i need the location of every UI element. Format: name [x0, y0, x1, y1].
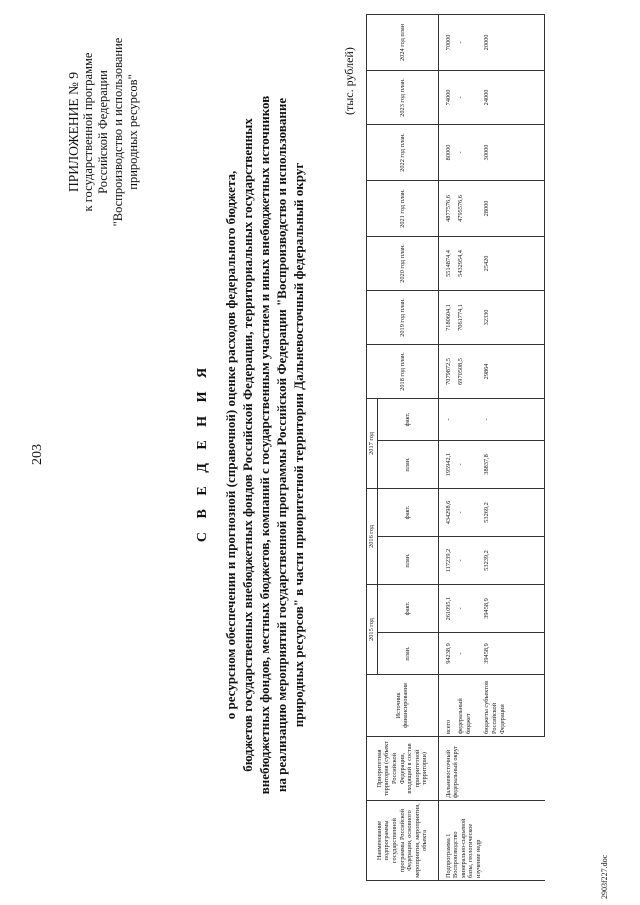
cell-value: 28000 [473, 180, 545, 236]
appendix-line: "Воспроизводство и использование [111, 37, 125, 227]
cell-value: 94238,9 [438, 633, 453, 675]
cell-value: - [453, 584, 473, 632]
cell-value: 20000 [473, 14, 545, 70]
header-plan: план. [377, 633, 438, 675]
cell-value: 38837,8 [473, 440, 545, 488]
appendix-line: к государственной программе [81, 52, 95, 212]
cell-value: - [453, 440, 473, 488]
document-title [222, 65, 307, 825]
cell-value [453, 398, 473, 440]
cell-value: - [453, 124, 473, 180]
cell-value: - [473, 398, 545, 440]
cell-value: 39458,9 [473, 633, 545, 675]
cell-value: 434298,6 [438, 488, 453, 536]
cell-source: всего [438, 675, 453, 737]
cell-value: 7180604,1 [438, 290, 453, 344]
header-fact: факт. [377, 398, 438, 440]
document-heading: С В Е Д Е Н И Я [195, 362, 210, 543]
cell-value: - [453, 14, 473, 70]
header-name: Наименование подпрограммы государственной программы Российской Федерации, основного мероприятия, мероприятия, объекта [367, 801, 439, 881]
title-line: природных ресурсов" в части приоритетной территории Дальневосточный федеральный округ [291, 162, 306, 728]
units-label: (тыс. рублей) [342, 47, 356, 115]
header-plan: план. [377, 536, 438, 584]
cell-source: федеральный бюджет [453, 675, 473, 737]
cell-value: 25420 [473, 236, 545, 290]
cell-value: 70000 [438, 14, 453, 70]
cell-value: 32330 [473, 290, 545, 344]
cell-value: 30000 [473, 124, 545, 180]
cell-value: 29864 [473, 344, 545, 398]
cell-value: 53239,2 [473, 536, 545, 584]
cell-value: 5514874,4 [438, 236, 453, 290]
cell-value: 6970508,5 [453, 344, 473, 398]
cell-value: 7061774,1 [453, 290, 473, 344]
header-year-2017: 2017 год [367, 398, 378, 488]
header-year-2024: 2024 год план [367, 14, 439, 70]
appendix-line: природных ресурсов" [126, 74, 140, 190]
cell-value: - [453, 70, 473, 124]
cell-value: - [438, 398, 453, 440]
header-year-2015: 2015 год [367, 584, 378, 674]
cell-value: - [453, 536, 473, 584]
header-year-2019: 2019 год план. [367, 290, 439, 344]
cell-value: - [453, 488, 473, 536]
header-year-2018: 2018 год план. [367, 344, 439, 398]
header-source: Источник финансирования [367, 675, 439, 737]
header-year-2023: 2023 год план. [367, 70, 439, 124]
appendix-line: ПРИЛОЖЕНИЕ № 9 [66, 71, 81, 193]
page-number: 203 [30, 444, 45, 465]
file-name: 2903f227.doc [600, 854, 609, 899]
header-year-2020: 2020 год план. [367, 236, 439, 290]
header-year-2016: 2016 год [367, 488, 378, 584]
cell-value: 5432954,4 [453, 236, 473, 290]
cell-value: 117239,2 [438, 536, 453, 584]
title-line: на реализацию мероприятий государственной программы Российской Федерации "Воспроизводство и использование [274, 97, 289, 793]
cell-value: 53269,2 [473, 488, 545, 536]
cell-value: 261095,1 [438, 584, 453, 632]
title-line: бюджетов государственных внебюджетных фондов Российской Федерации, территориальных государственных [240, 118, 255, 772]
cell-value: 80000 [438, 124, 453, 180]
cell-value: 24000 [473, 70, 545, 124]
title-line: внебюджетных фондов, местных бюджетов, компаний с государственным участием и иных внебюджетных источников [257, 95, 272, 795]
appendix-header [66, 7, 141, 257]
cell-territory: Дальневосточный федеральный округ [438, 737, 545, 801]
header-plan: план. [377, 440, 438, 488]
cell-value: 4877576,6 [438, 180, 453, 236]
title-line: о ресурсном обеспечении и прогнозной (справочной) оценке расходов федерального бюджета, [223, 170, 238, 720]
cell-source: бюджеты субъектов Российской Федерации [473, 675, 545, 737]
cell-value: 39458,9 [473, 584, 545, 632]
cell-value: 4795576,6 [453, 180, 473, 236]
cell-program-name: Подпрограмма 1 Воспроизводство минерально-сырьевой базы, геологическое изучение недр [438, 801, 545, 881]
header-year-2022: 2022 год план. [367, 124, 439, 180]
header-fact: факт. [377, 584, 438, 632]
cell-value: 7079872,5 [438, 344, 453, 398]
cell-value: 74000 [438, 70, 453, 124]
cell-value: 195942,1 [438, 440, 453, 488]
header-year-2021: 2021 год план. [367, 180, 439, 236]
header-fact: факт. [377, 488, 438, 536]
appendix-line: Российской Федерации [96, 70, 110, 194]
header-territory: Приоритетная территория (субъект Российской Федерации, входящий в состав приоритетной территории) [367, 737, 439, 801]
funding-table [366, 14, 545, 881]
cell-value: - [453, 633, 473, 675]
table-row [438, 14, 453, 880]
